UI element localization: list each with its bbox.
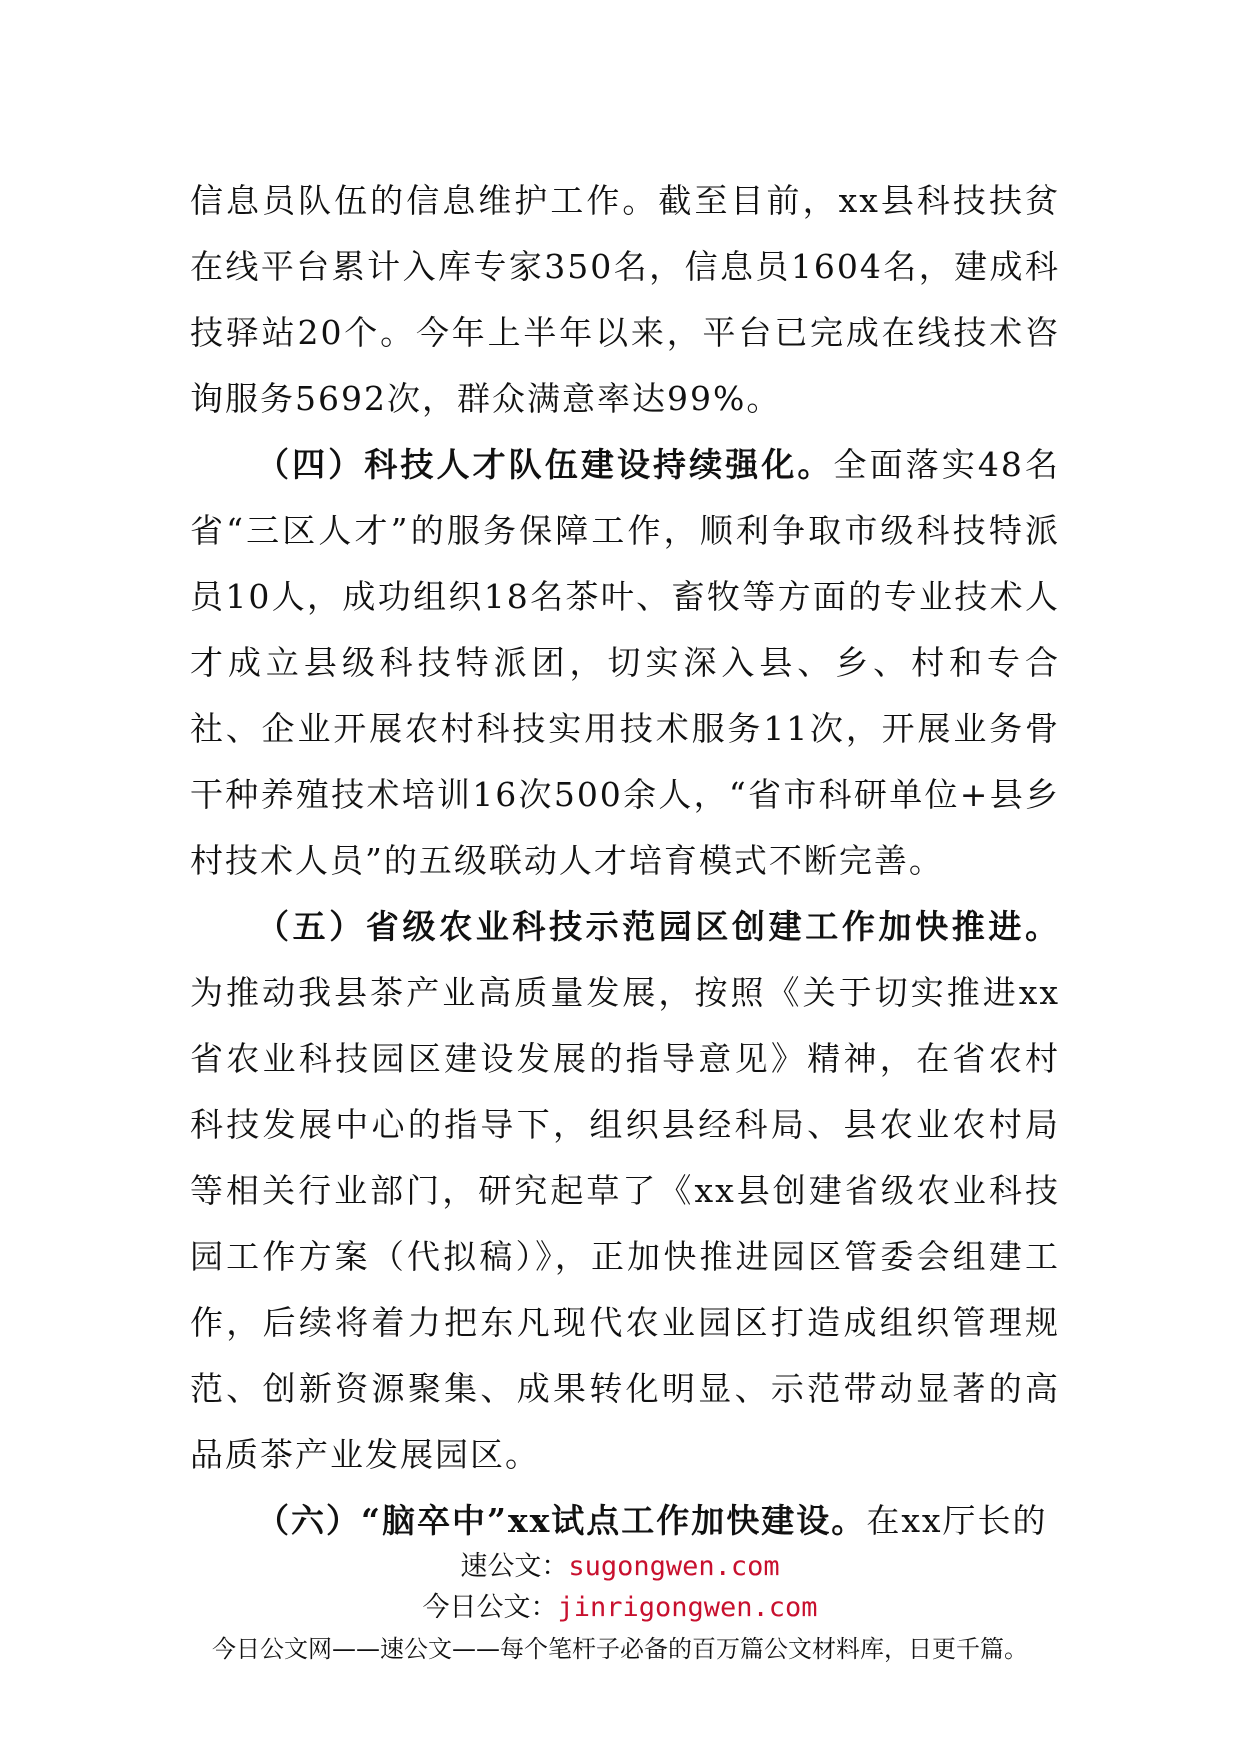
paragraph-text: 信息员队伍的信息维护工作。截至目前，xx县科技扶贫在线平台累计入库专家350名，信息员1604名，建成科技驿站20个。今年上半年以来，平台已完成在线技术咨询服务5692次，群众满意率达99%。 bbox=[190, 181, 1060, 418]
footer-label: 速公文： bbox=[460, 1551, 569, 1582]
footer-line-sugongwen bbox=[0, 1549, 1240, 1585]
section-heading: （四）科技人才队伍建设持续强化。 bbox=[256, 445, 834, 484]
paragraph-text: 在xx厅长的 bbox=[866, 1501, 1048, 1540]
footer-label: 今日公文： bbox=[422, 1592, 558, 1623]
paragraph-section-5 bbox=[190, 894, 1060, 1488]
document-body bbox=[190, 168, 1060, 1554]
paragraph-text: 为推动我县茶产业高质量发展，按照《关于切实推进xx省农业科技园区建设发展的指导意见》精神，在省农村科技发展中心的指导下，组织县经科局、县农业农村局等相关行业部门，研究起草了《xx县创建省级农业科技园工作方案（代拟稿）》，正加快推进园区管委会组建工作，后续将着力把东凡现代农业园区打造成组织管理规范、创新资源聚集、成果转化明显、示范带动显著的高品质茶产业发展园区。 bbox=[190, 973, 1060, 1474]
paragraph-text: 全面落实48名省“三区人才”的服务保障工作，顺利争取市级科技特派员10人，成功组织18名茶叶、畜牧等方面的专业技术人才成立县级科技特派团，切实深入县、乡、村和专合社、企业开展农村科技实用技术服务11次，开展业务骨干种养殖技术培训16次500余人，“省市科研单位+县乡村技术人员”的五级联动人才培育模式不断完善。 bbox=[190, 445, 1060, 880]
paragraph-section-4 bbox=[190, 432, 1060, 894]
footer-link-sugongwen[interactable]: sugongwen.com bbox=[568, 1551, 780, 1582]
footer-link-jinrigongwen[interactable]: jinrigongwen.com bbox=[557, 1592, 818, 1623]
paragraph-section-6 bbox=[190, 1488, 1060, 1554]
footer-line-jinrigongwen bbox=[0, 1590, 1240, 1626]
footer-slogan: 今日公文网——速公文——每个笔杆子必备的百万篇公文材料库，日更千篇。 bbox=[212, 1635, 1028, 1663]
paragraph-continuation bbox=[190, 168, 1060, 432]
section-heading: （五）省级农业科技示范园区创建工作加快推进。 bbox=[256, 907, 1060, 946]
section-heading: （六）“脑卒中”xx试点工作加快建设。 bbox=[256, 1501, 867, 1540]
